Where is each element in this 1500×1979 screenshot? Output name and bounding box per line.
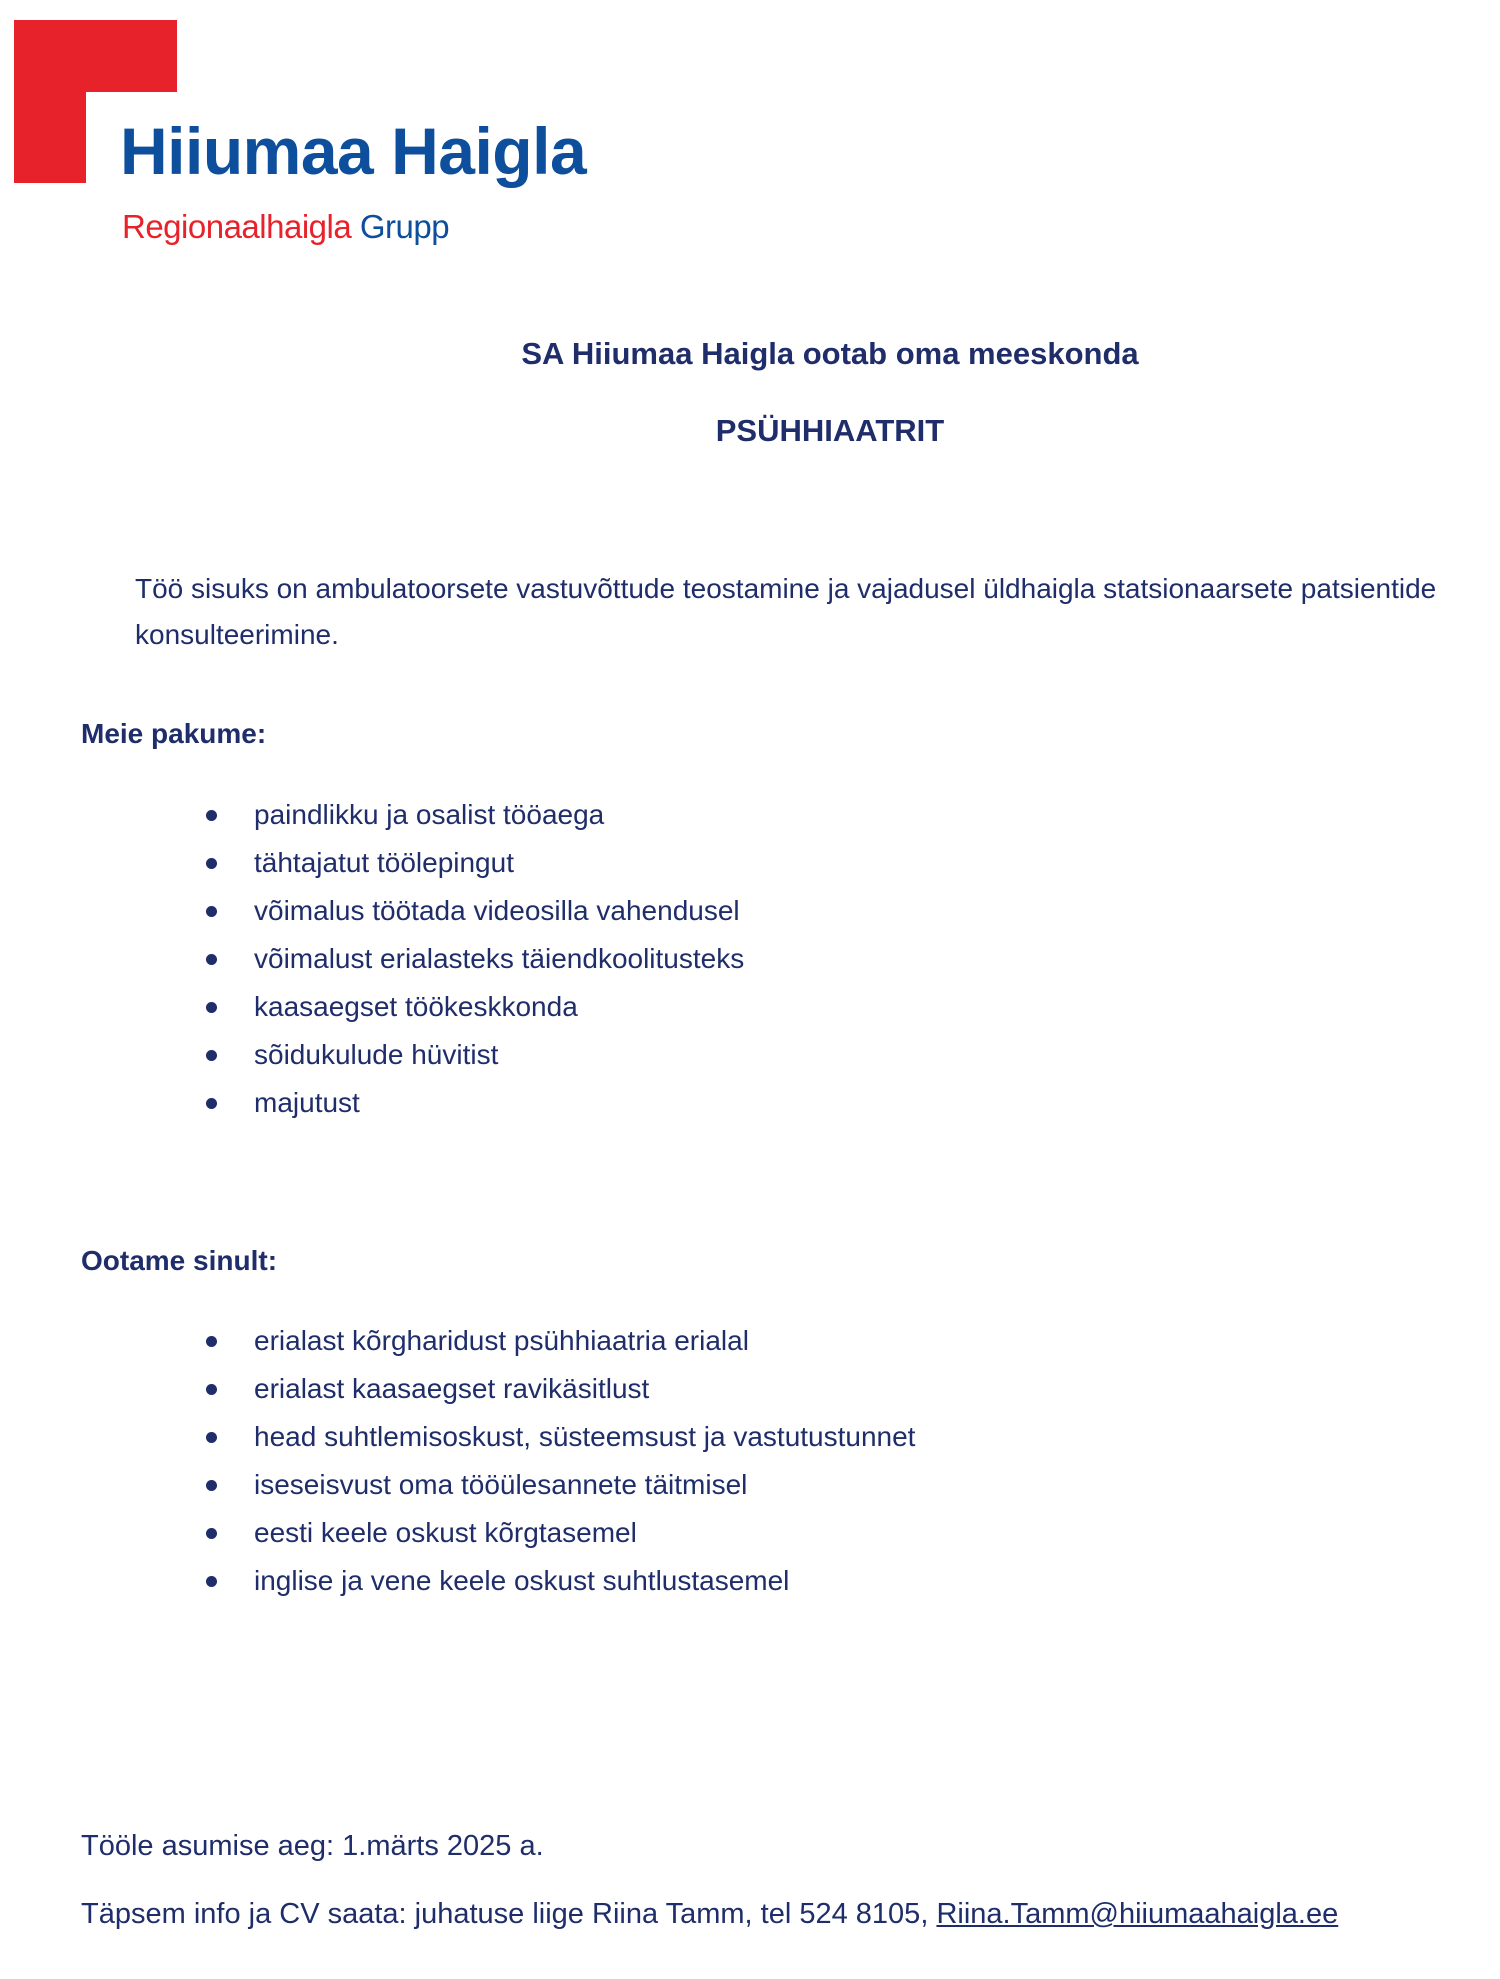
offer-item: kaasaegset töökeskkonda [0, 983, 744, 1031]
offer-item: paindlikku ja osalist tööaega [0, 791, 744, 839]
logo-subtitle [122, 210, 449, 243]
offer-item: võimalus töötada videosilla vahendusel [0, 887, 744, 935]
contact-text: Täpsem info ja CV saata: juhatuse liige Riina Tamm, tel 524 8105, [81, 1898, 937, 1930]
offer-title: Meie pakume: [81, 718, 267, 749]
bullet-icon [206, 1480, 217, 1491]
bullet-icon [206, 1050, 217, 1061]
offer-item: majutust [0, 1079, 744, 1127]
offer-item: tähtajatut töölepingut [0, 839, 744, 887]
bullet-icon [206, 1336, 217, 1347]
bullet-icon [206, 1098, 217, 1109]
offer-list [0, 791, 744, 1127]
contact-line [81, 1900, 1338, 1929]
start-date: Tööle asumise aeg: 1.märts 2025 a. [81, 1830, 544, 1862]
bullet-icon [206, 1432, 217, 1443]
bullet-icon [206, 1002, 217, 1013]
bullet-icon [206, 810, 217, 821]
intro-paragraph: Töö sisuks on ambulatoorsete vastuvõttude teostamine ja vajadusel üldhaigla statsionaarsete patsientide konsulteerimine. [135, 573, 1437, 650]
expect-title: Ootame sinult: [81, 1245, 278, 1276]
expect-item: eesti keele oskust kõrgtasemel [0, 1509, 915, 1557]
bullet-icon [206, 906, 217, 917]
bullet-icon [206, 1384, 217, 1395]
logo-subtitle-blue: Grupp [359, 208, 450, 245]
bullet-icon [206, 954, 217, 965]
offer-item: võimalust erialasteks täiendkoolitusteks [0, 935, 744, 983]
expect-item: iseseisvust oma tööülesannete täitmisel [0, 1461, 915, 1509]
email-link[interactable]: Riina.Tamm@hiiumaahaigla.ee [936, 1898, 1339, 1930]
expect-item: inglise ja vene keele oskust suhtlustasemel [0, 1557, 915, 1605]
logo-subtitle-red: Regionaalhaigla [122, 208, 352, 245]
bullet-icon [206, 1576, 217, 1587]
offer-item: sõidukulude hüvitist [0, 1031, 744, 1079]
expect-item: erialast kaasaegset ravikäsitlust [0, 1365, 915, 1413]
expect-list [0, 1317, 915, 1605]
logo-title: Hiiumaa Haigla [120, 114, 587, 188]
bullet-icon [206, 858, 217, 869]
header-line: SA Hiiumaa Haigla ootab oma meeskonda [521, 336, 1139, 371]
position-title: PSÜHHIAATRIT [715, 413, 945, 448]
expect-item: head suhtlemisoskust, süsteemsust ja vastutustunnet [0, 1413, 915, 1461]
expect-item: erialast kõrgharidust psühhiaatria erialal [0, 1317, 915, 1365]
bullet-icon [206, 1528, 217, 1539]
